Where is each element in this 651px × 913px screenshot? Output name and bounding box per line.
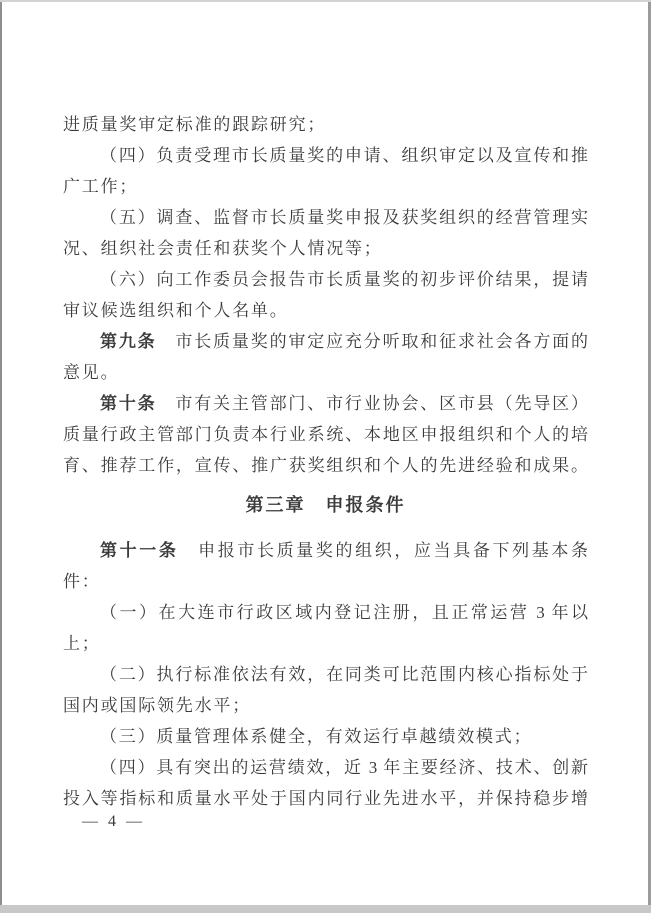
article-number: 第十一条 bbox=[100, 541, 179, 560]
document-line: （一）在大连市行政区域内登记注册，且正常运营 3 年以 bbox=[100, 603, 588, 622]
document-line: 况、组织社会责任和获奖个人情况等； bbox=[63, 239, 383, 258]
document-line: （五）调查、监督市长质量奖申报及获奖组织的经营管理实 bbox=[100, 208, 588, 227]
scan-edge-bottom bbox=[0, 905, 651, 913]
document-line: 国内或国际领先水平； bbox=[63, 696, 251, 715]
chapter-heading: 第三章 申报条件 bbox=[245, 495, 406, 515]
document-line: 进质量奖审定标准的跟踪研究； bbox=[63, 115, 327, 134]
document-line: 广工作； bbox=[63, 177, 139, 196]
article-number: 第十条 bbox=[100, 394, 157, 413]
document-line: 件： bbox=[63, 572, 101, 591]
document-line: （四）负责受理市长质量奖的申请、组织审定以及宣传和推 bbox=[100, 146, 588, 165]
scan-edge-top bbox=[0, 0, 651, 2]
document-line: 第十一条 申报市长质量奖的组织，应当具备下列基本条 bbox=[100, 541, 588, 560]
document-body bbox=[63, 109, 588, 814]
article-number: 第九条 bbox=[100, 332, 157, 351]
document-line: 审议候选组织和个人名单。 bbox=[63, 301, 289, 320]
document-line: （四）具有突出的运营绩效，近 3 年主要经济、技术、创新 bbox=[100, 758, 588, 777]
document-line: 意见。 bbox=[63, 363, 120, 382]
document-line: （六）向工作委员会报告市长质量奖的初步评价结果，提请 bbox=[100, 270, 588, 289]
document-line: 育、推荐工作，宣传、推广获奖组织和个人的先进经验和成果。 bbox=[63, 456, 588, 475]
document-line: （二）执行标准依法有效，在同类可比范围内核心指标处于 bbox=[100, 665, 588, 684]
document-line: 质量行政主管部门负责本行业系统、本地区申报组织和个人的培 bbox=[63, 425, 588, 444]
document-line: 第九条 市长质量奖的审定应充分听取和征求社会各方面的 bbox=[100, 332, 589, 351]
document-line: 投入等指标和质量水平处于国内同行业先进水平，并保持稳步增 bbox=[63, 789, 588, 808]
document-line: （三）质量管理体系健全，有效运行卓越绩效模式； bbox=[100, 727, 533, 746]
page-number: — 4 — bbox=[82, 813, 145, 830]
scan-edge-left bbox=[0, 2, 2, 913]
document-line: 上； bbox=[63, 634, 101, 653]
document-line: 第十条 市有关主管部门、市行业协会、区市县（先导区） bbox=[100, 394, 589, 413]
